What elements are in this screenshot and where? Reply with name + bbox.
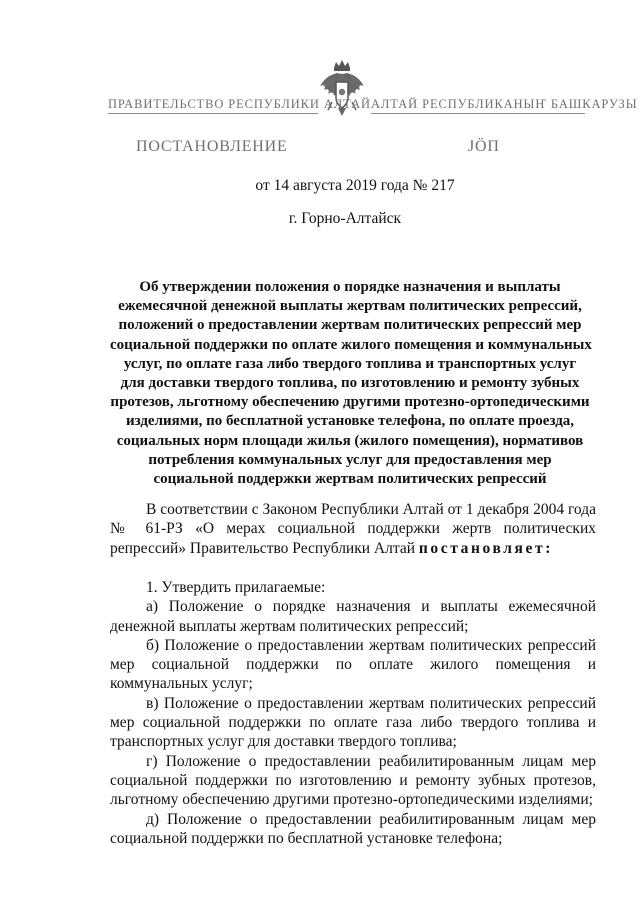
preamble-text: В соответствии с Законом Республики Алтай от 1 декабря 2004 года № 61-РЗ «О мерах социальной поддержки жертв политических репрессий» Правительство Республики Алтай <box>110 501 596 557</box>
list-item: а) Положение о порядке назначения и выплаты ежемесячной денежной выплаты жертвам политических репрессий; <box>110 598 596 635</box>
preamble <box>110 500 596 558</box>
title-line: изделиями, по бесплатной установке телефона, по оплате проезда, <box>125 413 575 430</box>
list-item: в) Положение о предоставлении жертвам политических репрессий мер социальной поддержки по оплате газа либо твердого топлива и транспортных услуг для доставки твердого топлива; <box>110 694 596 751</box>
title-line: Об утверждении положения о порядке назначения и выплаты <box>139 279 561 295</box>
list-item: б) Положение о предоставлении жертвам политических репрессий мер социальной поддержки по оплате жилого помещения и коммунальных услуг; <box>110 636 596 693</box>
document-title <box>110 278 590 489</box>
header-divider-right <box>371 113 585 114</box>
list-item: д) Положение о предоставлении реабилитированным лицам мер социальной поддержки по бесплатной установке телефона; <box>110 810 596 847</box>
title-line: социальных норм площади жилья (жилого помещения), нормативов <box>116 432 584 449</box>
title-line: социальной поддержки по оплате жилого помещения и коммунальных <box>110 336 592 353</box>
title-line: услуг, по оплате газа либо твердого топлива и транспортных услуг <box>123 355 577 372</box>
resolution-items <box>110 578 596 848</box>
header-divider-left <box>108 113 318 114</box>
title-line: протезов, льготному обеспечению другими протезно-ортопедическими <box>110 394 590 411</box>
preamble-verb: постановляет: <box>418 539 553 557</box>
title-line: социальной поддержки жертвам политических репрессий <box>153 471 547 488</box>
title-line: ежемесячной денежной выплаты жертвам политических репрессий, <box>118 298 582 315</box>
title-line: положений о предоставлении жертвам политических репрессий мер <box>118 317 582 334</box>
items-lead: 1. Утвердить прилагаемые: <box>146 579 326 596</box>
list-item: г) Положение о предоставлении реабилитированным лицам мер социальной поддержки по изготовлению и ремонту зубных протезов, льготному обеспечению другими протезно-ортопедическими изделиями; <box>110 752 596 809</box>
document-date-number: от 14 августа 2019 года № 217 <box>255 177 455 194</box>
preamble-paragraph <box>110 500 596 558</box>
document-city: г. Горно-Алтайск <box>288 210 402 227</box>
government-name-altai: АЛТАЙ РЕСПУБЛИКАНЫҤ БАШКАРУЗЫ <box>371 97 638 111</box>
document-type-altai: ЈӦП <box>468 138 500 155</box>
title-line: для доставки твердого топлива, по изготовлению и ремонту зубных <box>120 375 580 392</box>
government-name-russian: ПРАВИТЕЛЬСТВО РЕСПУБЛИКИ АЛТАЙ <box>108 97 371 111</box>
title-line: потребления коммунальных услуг для предоставления мер <box>148 451 552 468</box>
document-type-russian: ПОСТАНОВЛЕНИЕ <box>136 138 288 155</box>
